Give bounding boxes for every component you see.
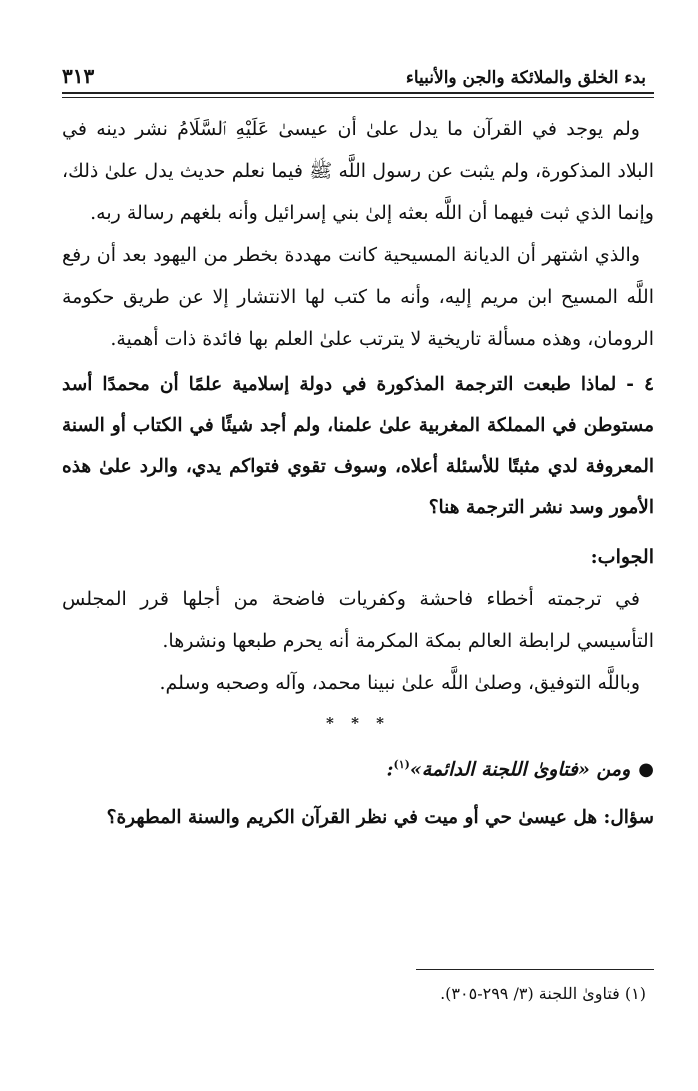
source-colon: : (386, 758, 394, 781)
source-title: ومن «فتاوىٰ اللجنة الدائمة» (409, 758, 631, 781)
header-rule-thick (62, 92, 654, 94)
paragraph-2: والذي اشتهر أن الديانة المسيحية كانت مهددة بخطر من اليهود بعد أن رفع اللَّه المسيح ابن مريم إليه، وأنه ما كتب لها الانتشار إلا عن طريق حكومة الرومان، وهذه مسألة تاريخية لا يترتب علىٰ العلم بها فائدة ذات أهمية. (62, 244, 654, 350)
page-body (62, 108, 654, 838)
answer-text: في ترجمته أخطاء فاحشة وكفريات فاضحة من أجلها قرر المجلس التأسيسي لرابطة العالم بمكة المكرمة أنه يحرم طبعها ونشرها. (62, 588, 654, 652)
header-title: بدء الخلق والملائكة والجن والأنبياء (405, 68, 646, 88)
footnote-marker[interactable]: (١) (393, 758, 410, 771)
section-separator: * * * (326, 714, 390, 732)
paragraph-1: ولم يوجد في القرآن ما يدل علىٰ أن عيسىٰ عَلَيْهِ ٱلسَّلَامُ نشر دينه في البلاد المذكورة، ولم يثبت عن رسول اللَّه ﷺ فيما نعلم حديث يدل علىٰ ذلك، وإنما الذي ثبت فيهما أن اللَّه بعثه إلىٰ بني إسرائيل وأنه بلغهم رسالة ربه. (62, 118, 654, 224)
bullet-icon: ● (638, 759, 654, 781)
running-header (62, 52, 646, 88)
header-rule-thin (62, 97, 654, 98)
question-4: ٤ - لماذا طبعت الترجمة المذكورة في دولة إسلامية علمًا أن محمدًا أسد مستوطن في المملكة المغربية علىٰ علمنا، ولم أجد شيئًا في الكتاب أو السنة المعروفة لدي مثبتًا للأسئلة أعلاه، وسوف تقوي فتواكم يدي، والرد علىٰ هذه الأمور وسد نشر الترجمة هنا؟ (62, 374, 654, 518)
footnote: (١) فتاوىٰ اللجنة (٣/ ٢٩٩-٣٠٥). (440, 984, 646, 1003)
answer-heading: الجواب: (590, 546, 654, 568)
page-number: ٣١٣ (62, 64, 95, 88)
footnote-rule (416, 969, 654, 970)
question-new: سؤال: هل عيسىٰ حي أو ميت في نظر القرآن الكريم والسنة المطهرة؟ (106, 807, 654, 829)
closing-text: وباللَّه التوفيق، وصلىٰ اللَّه علىٰ نبينا محمد، وآله وصحبه وسلم. (159, 672, 640, 694)
source-heading (62, 744, 654, 791)
